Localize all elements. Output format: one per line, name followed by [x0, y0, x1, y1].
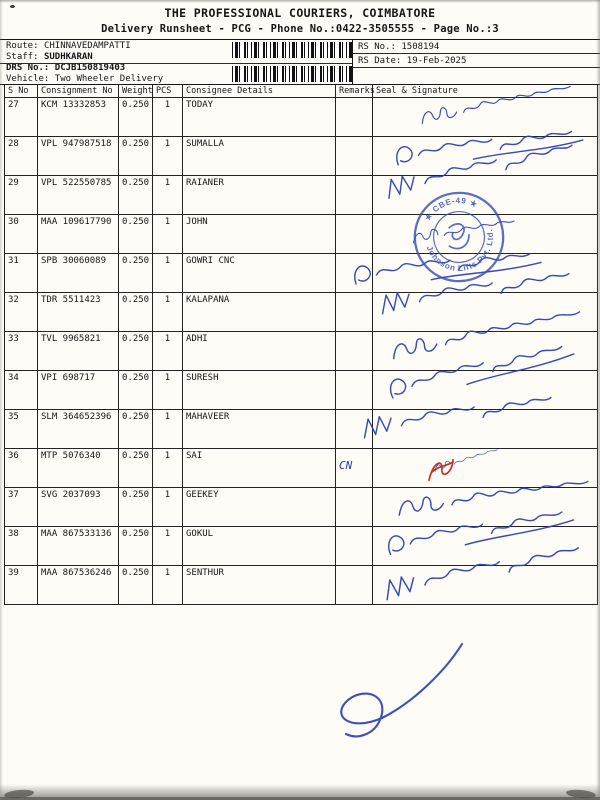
rs-no-value: 1508194	[401, 42, 440, 52]
cell-consignment: MAA 867533136	[38, 527, 119, 566]
barcode-block	[232, 42, 352, 82]
page-title: THE PROFESSIONAL COURIERS, COIMBATORE	[164, 6, 436, 20]
cell-pcs: 1	[153, 293, 183, 332]
cell-consignment: VPL 522550785	[38, 176, 119, 215]
cell-remarks	[336, 371, 373, 410]
cell-sno: 29	[5, 176, 38, 215]
cell-sno: 28	[5, 137, 38, 176]
stamp-branch-text: ★ CBE-49 ★	[422, 196, 480, 223]
stamp-logo	[444, 221, 472, 250]
drs-value: DCJB150819403	[54, 63, 126, 73]
cell-weight: 0.250	[119, 254, 153, 293]
cell-consignment: MAA 109617790	[38, 215, 119, 254]
cell-sno: 35	[5, 410, 38, 449]
cell-consignee: SUMALLA	[183, 137, 336, 176]
cell-consignee: MAHAVEER	[183, 410, 336, 449]
rs-no-label: RS No.:	[358, 42, 396, 52]
cell-remarks	[336, 488, 373, 527]
scan-edge-right	[596, 0, 600, 800]
rs-date-value: 19-Feb-2025	[406, 56, 467, 66]
cell-consignee: GOWRI CNC	[183, 254, 336, 293]
cell-remarks	[336, 98, 373, 137]
cell-remarks	[336, 527, 373, 566]
cell-consignee: GOKUL	[183, 527, 336, 566]
scan-edge-left	[0, 0, 3, 800]
cell-sno: 36	[5, 449, 38, 488]
header-remarks: Remarks	[336, 85, 373, 98]
route-line	[6, 41, 163, 52]
cell-consignment: MAA 867536246	[38, 566, 119, 605]
cell-pcs: 1	[153, 527, 183, 566]
cell-consignee: SURESH	[183, 371, 336, 410]
cell-weight: 0.250	[119, 332, 153, 371]
cell-consignee: SENTHUR	[183, 566, 336, 605]
cell-remarks	[336, 215, 373, 254]
header-consignment: Consignment No	[38, 85, 119, 98]
header-consignee: Consignee Details	[183, 85, 336, 98]
vehicle-value: Two Wheeler Delivery	[54, 74, 164, 84]
cell-consignment: TDR 5511423	[38, 293, 119, 332]
rs-date-label: RS Date:	[358, 56, 402, 66]
cell-consignee: ADHI	[183, 332, 336, 371]
cell-remarks	[336, 176, 373, 215]
cell-pcs: 1	[153, 371, 183, 410]
cell-consignment: TVL 9965821	[38, 332, 119, 371]
cell-remarks	[336, 293, 373, 332]
cell-weight: 0.250	[119, 371, 153, 410]
cell-seal-signature	[373, 566, 598, 605]
cell-sno: 31	[5, 254, 38, 293]
cell-remarks: CN	[336, 449, 373, 488]
scan-speck	[10, 5, 15, 8]
cell-weight: 0.250	[119, 137, 153, 176]
header-info-band	[0, 40, 600, 85]
cell-pcs: 1	[153, 410, 183, 449]
cell-pcs: 1	[153, 488, 183, 527]
scan-edge-top	[0, 0, 600, 3]
table-row	[5, 566, 598, 605]
vehicle-label: Vehicle:	[6, 74, 50, 84]
cell-remarks	[336, 332, 373, 371]
cell-consignee: RAIANER	[183, 176, 336, 215]
cell-consignee: TODAY	[183, 98, 336, 137]
cell-consignment: KCM 13332853	[38, 98, 119, 137]
cell-sno: 30	[5, 215, 38, 254]
header-seal: Seal & Signature	[373, 85, 598, 98]
header-weight: Weight	[119, 85, 153, 98]
barcode-drs	[232, 66, 352, 82]
ink-flourish	[286, 636, 486, 756]
staff-label: Staff:	[6, 52, 39, 62]
cell-weight: 0.250	[119, 527, 153, 566]
cell-pcs: 1	[153, 566, 183, 605]
staff-line	[6, 52, 163, 63]
cell-weight: 0.250	[119, 215, 153, 254]
cell-consignment: MTP 5076340	[38, 449, 119, 488]
vehicle-line	[6, 74, 163, 85]
cell-sno: 39	[5, 566, 38, 605]
cell-consignment: VPI 698717	[38, 371, 119, 410]
cell-weight: 0.250	[119, 98, 153, 137]
rs-no-line	[353, 40, 600, 54]
drs-line	[6, 63, 163, 74]
cell-pcs: 1	[153, 137, 183, 176]
cell-remarks	[336, 566, 373, 605]
cell-sno: 32	[5, 293, 38, 332]
cell-consignee: GEEKEY	[183, 488, 336, 527]
cell-consignee: JOHN	[183, 215, 336, 254]
stamp-company-text: Johnson Lifts Pvt. Ltd.	[424, 228, 495, 273]
cell-consignee: KALAPANA	[183, 293, 336, 332]
cell-consignment: SLM 364652396	[38, 410, 119, 449]
runsheet-table	[4, 84, 598, 605]
cell-sno: 37	[5, 488, 38, 527]
header-sno: S No	[5, 85, 38, 98]
cell-pcs: 1	[153, 176, 183, 215]
cell-consignment: SVG 2037093	[38, 488, 119, 527]
cell-consignee: SAI	[183, 449, 336, 488]
rs-date-line	[353, 54, 600, 68]
cell-pcs: 1	[153, 215, 183, 254]
cell-pcs: 1	[153, 254, 183, 293]
route-label: Route:	[6, 41, 39, 51]
cell-consignment: SPB 30060089	[38, 254, 119, 293]
cell-weight: 0.250	[119, 410, 153, 449]
cell-pcs: 1	[153, 98, 183, 137]
page-subtitle: Delivery Runsheet - PCG - Phone No.:0422-3505555 - Page No.:3	[101, 23, 499, 35]
barcode-rs-no	[232, 42, 352, 58]
route-value: CHINNAVEDAMPATTI	[43, 41, 131, 51]
cell-weight: 0.250	[119, 449, 153, 488]
cell-sno: 33	[5, 332, 38, 371]
cell-weight: 0.250	[119, 488, 153, 527]
cell-remarks	[336, 137, 373, 176]
cell-weight: 0.250	[119, 293, 153, 332]
cell-consignment: VPL 947987518	[38, 137, 119, 176]
cell-pcs: 1	[153, 332, 183, 371]
drs-label: DRS No.:	[6, 63, 50, 73]
staff-value: SUDHKARAN	[43, 52, 93, 62]
cell-sno: 38	[5, 527, 38, 566]
cell-sno: 34	[5, 371, 38, 410]
cell-pcs: 1	[153, 449, 183, 488]
header-pcs: PCS	[153, 85, 183, 98]
cell-sno: 27	[5, 98, 38, 137]
cell-weight: 0.250	[119, 176, 153, 215]
table-row	[5, 176, 598, 215]
cell-weight: 0.250	[119, 566, 153, 605]
